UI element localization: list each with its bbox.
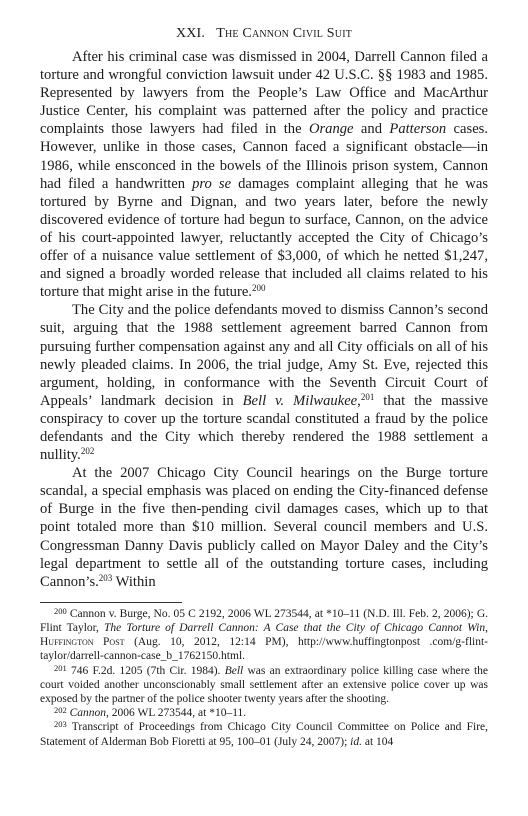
footnote-number: 200 <box>54 605 67 616</box>
footnotes <box>40 607 488 749</box>
paragraph-3: At the 2007 Chicago City Council hearings on the Burge torture scandal, a special emphasis was placed on ending the City-financed defense of Burge in the five then-pending civil damages cases, which up to that point totaled more than $10 million. Several council members and U.S. Congressman Danny Davis publicly called on Mayor Daley and the City’s legal department to settle all of the outstanding torture cases, including Cannon’s.$^{203}$ Within <box>40 465 488 590</box>
case-name-bell: Bell v. Milwaukee <box>242 392 358 409</box>
pro-se-term: pro se <box>192 175 232 192</box>
case-name-patterson: Patterson <box>389 121 447 138</box>
body-text <box>40 48 488 591</box>
footnote-200: $^{200}$ Cannon v. Burge, No. 05 C 2192, 2006 WL 273544, at *10–11 (N.D. Ill. Feb. 2, 2006); G. Flint Taylor, The Torture of Darrell Cannon: A Case that the City of Chicago Cannot Win, Huffington Post (Aug. 10, 2012, 12:14 PM), http://www.huffingtonpost .com/g-flint-taylor/darrell-cannon-case_b_1762150.html. <box>40 605 488 663</box>
footnote-201: $^{201}$ 746 F.2d. 1205 (7th Cir. 1984). Bell was an extraordinary police killing case where the court voided another unconscionably small settlement after an extensive police cover up was exposed by the partner of the police shooter twenty years after the shooting. <box>40 662 489 706</box>
footnote-ref-202[interactable]: 202 <box>80 446 95 457</box>
case-name-orange: Orange <box>308 121 354 138</box>
footnote-number: 203 <box>54 719 67 730</box>
paragraph-2: The City and the police defendants moved to dismiss Cannon’s second suit, arguing that the 1988 settlement agreement barred Cannon from pursuing further compensation against any and all City officials on all of his newly pleaded claims. In 2006, the trial judge, Amy St. Eve, rejected this argument, holding, in conformance with the Seventh Circuit Court of Appeals’ landmark decision in Bell v. Milwaukee,$^{201}$ that the massive conspiracy to cover up the torture scandal constituted a fraud by the police defendants and the City which thereby rendered the 1988 settlement a nullity.$^{202}$ <box>40 302 488 464</box>
paragraph-1: After his criminal case was dismissed in 2004, Darrell Cannon filed a torture and wrongful conviction lawsuit under 42 U.S.C. §§ 1983 and 1985. Represented by lawyers from the People’s Law Office and MacArthur Justice Center, his complaint was patterned after the policy and practice complaints those lawyers had filed in the Orange and Patterson cases. However, unlike in those cases, Cannon faced a significant obstacle—in 1986, while ensconced in the bowels of the Illinois prison system, Cannon had filed a handwritten pro se damages complaint alleging that he was tortured by Byrne and Dignan, and two years later, before the newly discovered evidence of torture had begun to surface, Cannon, on the advice of his court-appointed lawyer, reluctantly accepted the City of Chicago’s offer of a nuisance value settlement of $3,000, of which he netted $1,247, and signed a broadly worded release that included all claims related to his torture that might arise in the future.$^{200}$ <box>40 49 489 301</box>
section-number: XXI. <box>175 26 206 41</box>
footnote-number: 201 <box>54 662 67 673</box>
running-head <box>40 26 488 42</box>
footnote-202: $^{202}$ Cannon, 2006 WL 273544, at *10–11. <box>54 705 247 720</box>
footnote-ref-203[interactable]: 203 <box>98 572 113 583</box>
footnote-divider <box>40 602 182 603</box>
footnote-ref-200[interactable]: 200 <box>251 283 266 294</box>
footnote-203: $^{203}$ Transcript of Proceedings from Chicago City Council Committee on Police and Fire, Statement of Alderman Bob Fioretti at 95, 100–01 (July 24, 2007); id. at 104 <box>40 719 488 748</box>
footnote-number: 202 <box>54 705 67 716</box>
page <box>40 26 488 749</box>
section-title: The Cannon Civil Suit <box>216 26 353 41</box>
footnote-ref-201[interactable]: 201 <box>360 391 375 402</box>
